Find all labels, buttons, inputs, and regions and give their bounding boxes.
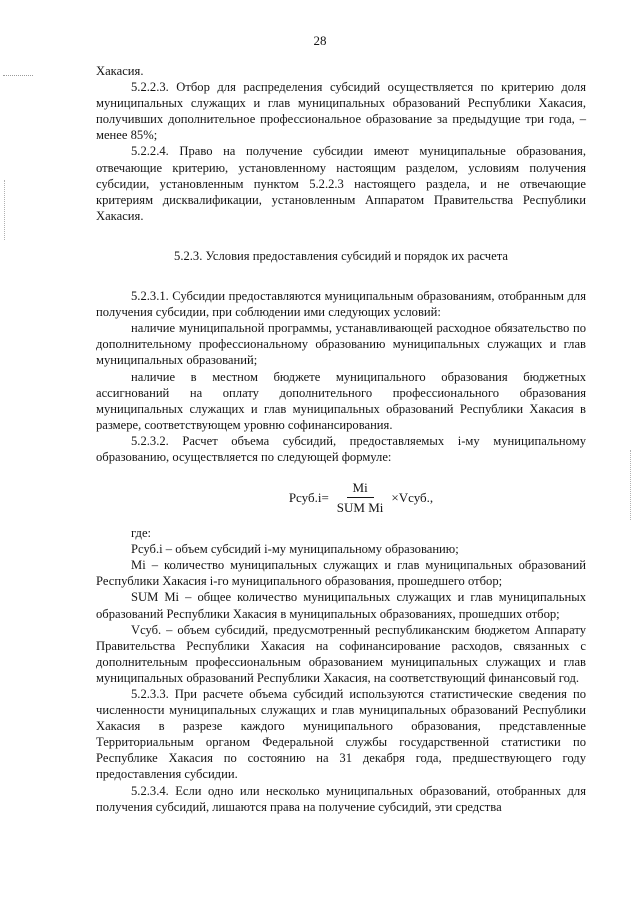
scan-artifact: [3, 75, 33, 88]
scan-artifact: [630, 450, 633, 520]
paragraph: 5.2.3.4. Если одно или несколько муниципальных образований, отобранных для получения субсидий, лишаются права на получение субсидий, эти средства: [96, 783, 586, 814]
paragraph: где:: [131, 526, 152, 541]
paragraph: 5.2.2.4. Право на получение субсидии имеют муниципальные образования, отвечающие критерию, установленному настоящим разделом, условиям получения субсидии, установленным пунктом 5.2.2.3 настоящего раздела, и не отвечающие критериям дисквалификации, установленным Аппаратом Правительства Республики Хакасия.: [96, 144, 586, 223]
formula-denominator: SUM Mi: [336, 500, 384, 516]
formula-fraction: [331, 480, 390, 515]
paragraph: наличие в местном бюджете муниципального образования бюджетных ассигнований на оплату дополнительного профессионального образования муниципальных служащих и глав муниципальных образований Республики Хакасия в размере, соответствующем уровню софинансирования.: [96, 369, 586, 432]
paragraph: 5.2.3.1. Субсидии предоставляются муниципальным образованиям, отобранным для получения субсидии, при соблюдении ими следующих условий:: [96, 289, 586, 320]
section-heading: 5.2.3. Условия предоставления субсидий и порядок их расчета: [174, 248, 508, 263]
page-number: 28: [313, 33, 327, 48]
formula: [136, 480, 586, 515]
paragraph: наличие муниципальной программы, устанавливающей расходное обязательство по дополнительному профессиональному образованию муниципальных служащих и глав муниципальных образований;: [96, 321, 586, 368]
formula-rhs: ×Vсуб.,: [391, 489, 434, 505]
paragraph: 5.2.3.2. Расчет объема субсидий, предоставляемых i-му муниципальному образованию, осуществляется по следующей формуле:: [96, 433, 586, 464]
paragraph: SUM Mi – общее количество муниципальных служащих и глав муниципальных образований Республики Хакасия в муниципальных образованиях, прошедших отбор;: [96, 590, 586, 621]
formula-numerator: Mi: [347, 480, 374, 498]
paragraph: Vсуб. – объем субсидий, предусмотренный республиканским бюджетом Аппарату Правительства Республики Хакасия на софинансирование расходов, связанных с дополнительным профессиональным образованием муниципальных служащих и глав муниципальных образований Республики Хакасия, на соответствующий финансовый год.: [96, 622, 586, 685]
paragraph: Рсуб.i – объем субсидий i-му муниципальному образованию;: [131, 542, 459, 557]
formula-lhs: Рсуб.i=: [288, 489, 329, 505]
scan-artifact: [4, 180, 7, 240]
paragraph: 5.2.3.3. При расчете объема субсидий используются статистические сведения по численности муниципальных служащих и глав муниципальных образований Республики Хакасия в разрезе каждого муниципального образования, представленные Территориальным органом Федеральной службы государственной статистики по Республике Хакасия по состоянию на 31 декабря года, предшествующего году предоставления субсидии.: [96, 687, 586, 782]
paragraph: 5.2.2.3. Отбор для распределения субсидий осуществляется по критерию доля муниципальных служащих и глав муниципальных образований Республики Хакасия, получивших дополнительное профессиональное образование за предыдущие три года, – менее 85%;: [96, 80, 586, 143]
paragraph: Mi – количество муниципальных служащих и глав муниципальных образований Республики Хакасия i-го муниципального образования, прошедшего отбор;: [96, 558, 586, 589]
document-body: [96, 63, 586, 815]
paragraph: Хакасия.: [96, 64, 144, 78]
